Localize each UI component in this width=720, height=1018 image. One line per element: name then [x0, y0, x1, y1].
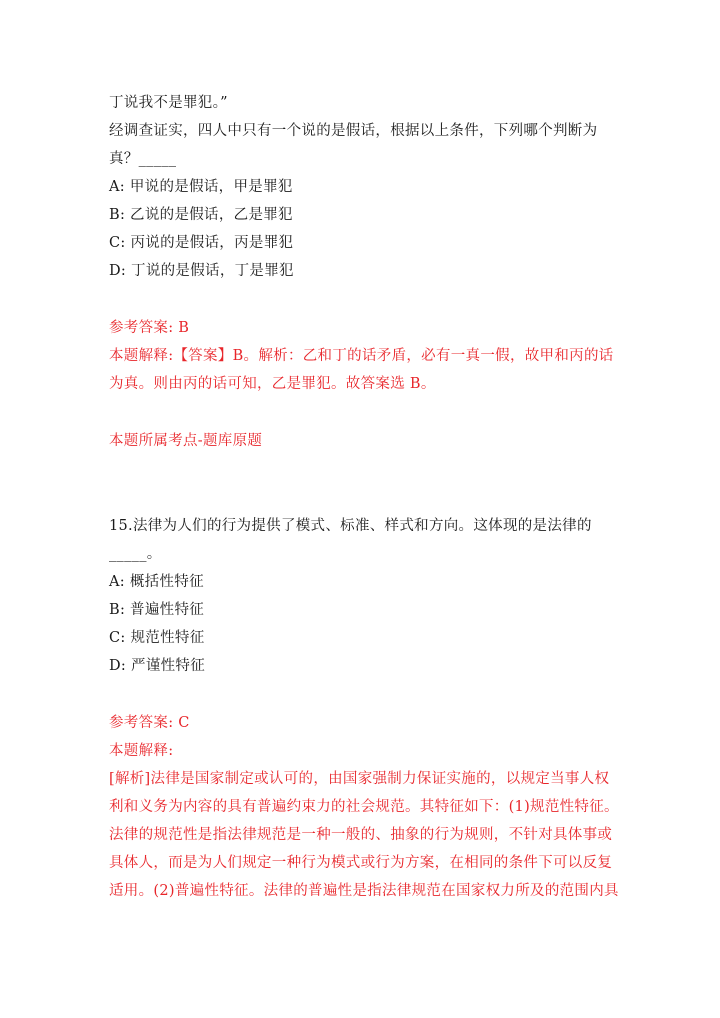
q15-option-a: A: 概括性特征: [109, 574, 204, 590]
q14-stem-line-2: 经调查证实，四人中只有一个说的是假话，根据以上条件，下列哪个判断为: [109, 123, 598, 139]
q15-option-d: D: 严谨性特征: [109, 658, 206, 674]
q14-explanation-line-2: 为真。则由丙的话可知，乙是罪犯。故答案选 B。: [109, 376, 436, 392]
q15-stem-line-2: _____。: [109, 546, 162, 562]
q14-explanation-line-1: 本题解释:【答案】B。解析：乙和丁的话矛盾，必有一真一假，故甲和丙的话: [109, 348, 614, 364]
q15-stem-line-1: 15.法律为人们的行为提供了模式、标准、样式和方向。这体现的是法律的: [109, 518, 592, 534]
q14-option-a: A: 甲说的是假话，甲是罪犯: [109, 179, 293, 195]
q14-option-b: B: 乙说的是假话，乙是罪犯: [109, 207, 293, 223]
q15-option-c: C: 规范性特征: [109, 630, 205, 646]
q14-stem-line-3: 真？_____: [109, 151, 177, 167]
q15-explanation-line-4: 具体人，而是为人们规定一种行为模式或行为方案，在相同的条件下可以反复: [109, 855, 613, 871]
q15-explanation-line-5: 适用。(2)普遍性特征。法律的普遍性是指法律规范在国家权力所及的范围内具: [109, 883, 619, 899]
q14-option-c: C: 丙说的是假话，丙是罪犯: [109, 235, 294, 251]
q14-topic: 本题所属考点-题库原题: [109, 433, 263, 449]
q15-option-b: B: 普遍性特征: [109, 602, 205, 618]
q15-answer: 参考答案: C: [109, 715, 190, 731]
q15-explanation-line-2: 利和义务为内容的具有普遍约束力的社会规范。其特征如下：(1)规范性特征。: [109, 799, 619, 815]
q14-stem-line-1: 丁说我不是罪犯。”: [109, 95, 228, 111]
q14-answer: 参考答案: B: [109, 320, 190, 336]
q15-explanation-line-1: [解析]法律是国家制定或认可的，由国家强制力保证实施的，以规定当事人权: [109, 771, 610, 787]
q15-explanation-label: 本题解释:: [109, 743, 174, 759]
q15-explanation-line-3: 法律的规范性是指法律规范是一种一般的、抽象的行为规则，不针对具体事或: [109, 827, 613, 843]
q14-option-d: D: 丁说的是假话，丁是罪犯: [109, 263, 294, 279]
